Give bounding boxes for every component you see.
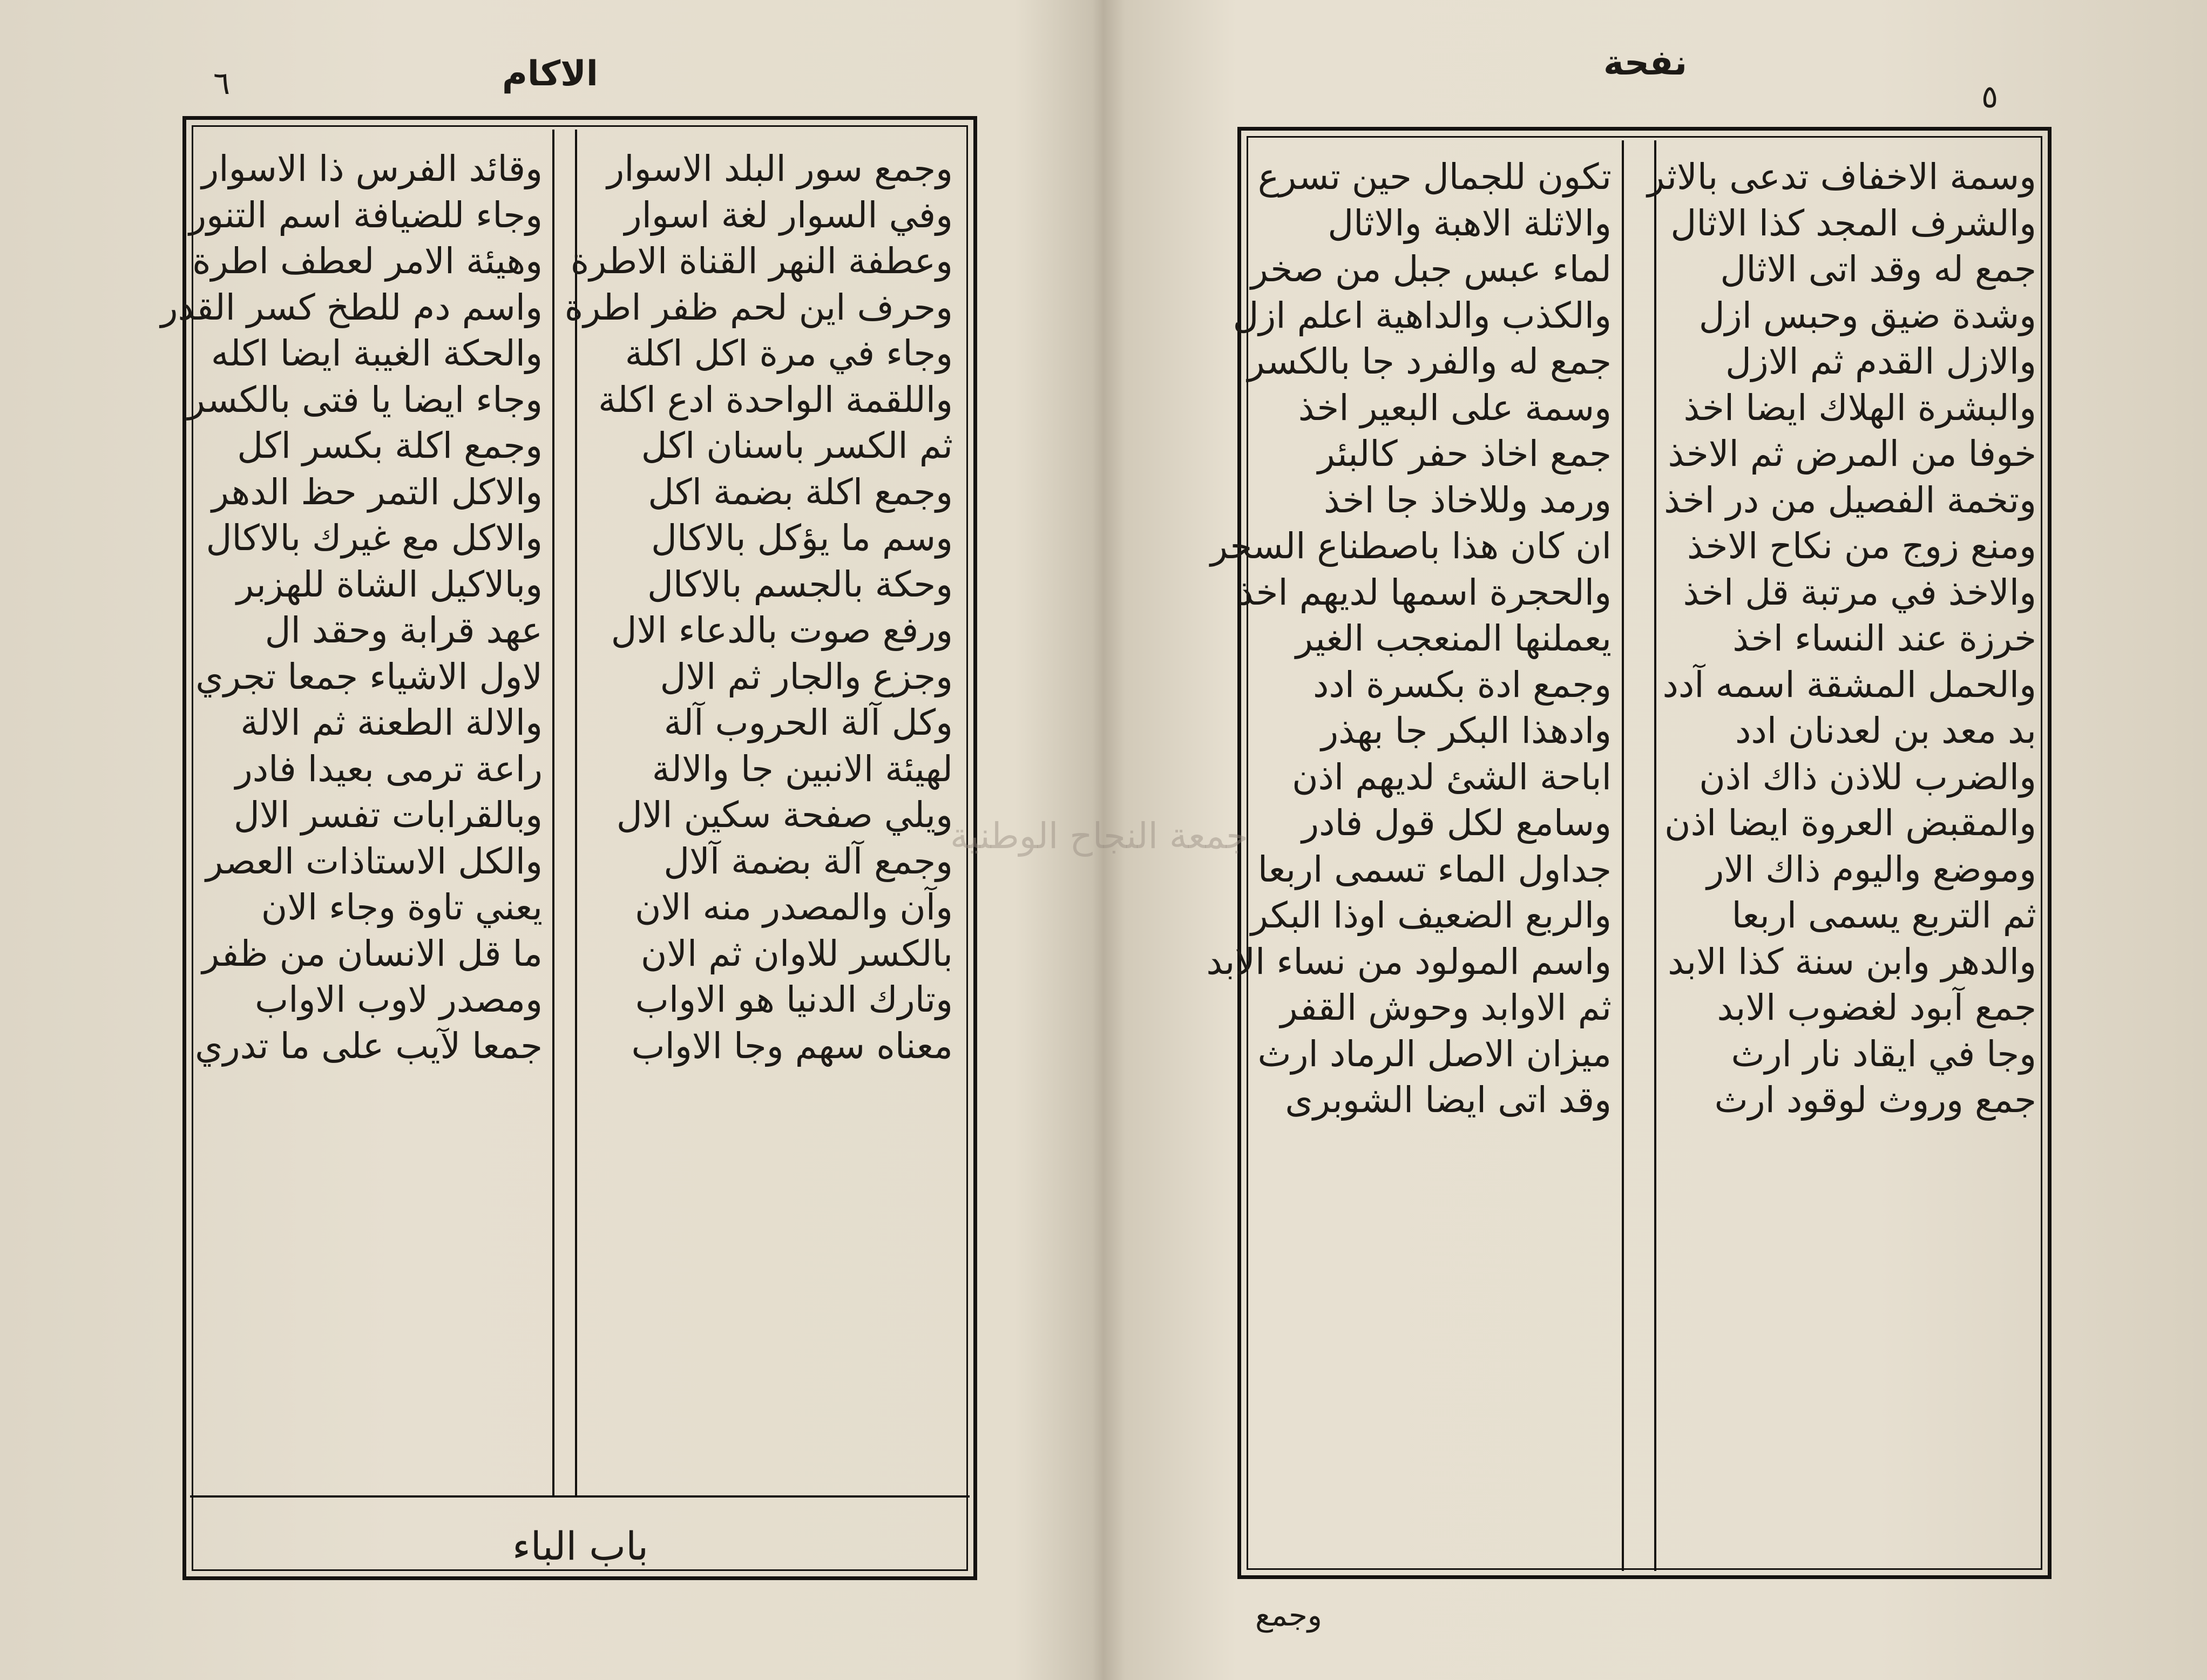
verse-line: معناه سهم وجا الاواب (631, 1025, 953, 1067)
verse-line: وجمع سور البلد الاسوار (607, 148, 953, 189)
verse-line: ويلي صفحة سكين الال (616, 794, 953, 836)
verse-line: وحرف اين لحم ظفر اطرة (564, 286, 953, 328)
verse-line: والاكل التمر حظ الدهر (212, 471, 543, 513)
verse-line: ثم التربع يسمى اربعا (1731, 895, 2036, 936)
verse-line: جمعا لآيب على ما تدري (195, 1025, 543, 1067)
verse-line: ثم الاوابد وحوش القفر (1280, 987, 1612, 1028)
verse-line: والضرب للاذن ذاك اذن (1699, 756, 2036, 798)
verse-line: ورمد وللاخاذ جا اخذ (1323, 479, 1612, 521)
verse-line: وفي السوار لغة اسوار (624, 194, 953, 236)
verse-line: والكل الاستاذات العصر (206, 840, 543, 882)
verse-line: وجمع اكلة بضمة اكل (648, 471, 953, 513)
verse-line: وجزع والجار ثم الال (660, 655, 953, 697)
chapter-title: باب الباء (512, 1523, 649, 1569)
verse-line: جمع له وقد اتى الاثال (1720, 248, 2036, 290)
verse-line: وتخمة الفصيل من در اخذ (1664, 479, 2036, 521)
verse-line: والربع الضعيف اوذا البكر (1250, 895, 1612, 936)
left-column-divider (552, 130, 554, 1495)
right-column-divider-2 (1654, 140, 1656, 1571)
verse-line: والاكل مع غيرك بالاكال (206, 517, 543, 559)
verse-line: لهيئة الانبين جا والالة (652, 748, 953, 790)
left-page-left-column (160, 146, 543, 1495)
verse-line: ان كان هذا باصطناع السحر (1210, 525, 1612, 567)
verse-line: والشرف المجد كذا الاثال (1670, 202, 2036, 244)
verse-line: راعة ترمى بعيدا فادر (235, 748, 543, 790)
verse-line: بالكسر للاوان ثم الان (640, 932, 953, 974)
verse-line: وقد اتى ايضا الشوبرى (1285, 1079, 1612, 1121)
right-page-right-column (1647, 154, 2036, 1557)
verse-line: وجا في ايقاد نار ارث (1731, 1033, 2036, 1075)
verse-line: اباحة الشئ لديهم اذن (1292, 756, 1612, 798)
verse-line: وبالاكيل الشاة للهزبر (236, 563, 543, 605)
verse-line: واللقمة الواحدة ادع اكلة (598, 378, 953, 421)
right-page-number: ٥ (1981, 78, 1999, 115)
verse-line: وجاء ايضا يا فتى بالكسر (187, 378, 543, 421)
verse-line: بد معد بن لعدنان ادد (1735, 710, 2036, 751)
left-page-number: ٦ (213, 65, 231, 101)
verse-line: جمع آبود لغضوب الابد (1717, 987, 2036, 1028)
verse-line: والكذب والداهية اعلم ازل (1233, 294, 1612, 336)
verse-line: لماء عبس جبل من صخر (1250, 248, 1612, 290)
catchword: وجمع (1255, 1598, 1322, 1633)
verse-line: والالة الطعنة ثم الالة (240, 702, 543, 743)
verse-line: وآن والمصدر منه الان (635, 886, 953, 928)
verse-line: وسم ما يؤكل بالاكال (651, 517, 953, 559)
verse-line: ثم الكسر باسنان اكل (641, 425, 953, 466)
verse-line: وجمع آلة بضمة آلال (664, 840, 953, 882)
left-column-divider-2 (575, 130, 577, 1495)
verse-line: وسمة الاخفاف تدعى بالاثر (1647, 156, 2036, 198)
verse-line: والدهر وابن سنة كذا الابد (1668, 940, 2036, 983)
verse-line: والاخذ في مرتبة قل اخذ (1683, 571, 2036, 613)
right-page-header: نفحة (1603, 43, 1688, 83)
verse-line: وتارك الدنيا هو الاواب (635, 979, 953, 1020)
verse-line: وجاء في مرة اكل اكلة (625, 333, 953, 374)
verse-line: يعملنها المنعجب الغير (1295, 618, 1612, 659)
verse-line: والاثلة الاهبة والاثال (1328, 202, 1612, 244)
verse-line: وعطفة النهر القناة الاطرة (570, 240, 953, 282)
verse-line: جمع اخاذ حفر كالبئر (1317, 433, 1612, 475)
right-page-left-column (1206, 154, 1612, 1557)
verse-line: والبشرة الهلاك ايضا اخذ (1683, 387, 2036, 429)
library-watermark: جمعة النجاح الوطنية (950, 815, 1249, 857)
verse-line: والحجرة اسمها لديهم اخذ (1237, 571, 1612, 613)
verse-line: والمقبض العروة ايضا اذن (1664, 802, 2036, 844)
verse-line: وهيئة الامر لعطف اطرة (192, 240, 543, 282)
verse-line: وشدة ضيق وحبس ازل (1698, 294, 2036, 336)
left-footer-rule (190, 1495, 970, 1498)
right-column-divider (1622, 140, 1624, 1571)
left-page (0, 0, 1091, 1680)
left-page-right-column (564, 146, 953, 1495)
verse-line: ومصدر لاوب الاواب (255, 979, 543, 1020)
verse-line: والحمل المشقة اسمه آدد (1662, 663, 2036, 706)
verse-line: وسمة على البعير اخذ (1298, 387, 1612, 429)
verse-line: ورفع صوت بالدعاء الال (611, 609, 953, 651)
verse-line: واسم دم للطخ كسر القدر (160, 286, 543, 328)
verse-line: جمع له والفرد جا بالكسر (1247, 341, 1612, 382)
verse-line: وموضع واليوم ذاك الار (1707, 848, 2036, 890)
right-page (1091, 0, 2207, 1680)
verse-line: وجاء للضيافة اسم التنور (189, 194, 543, 236)
verse-line: وجمع ادة بكسرة ادد (1312, 663, 1612, 706)
verse-line: جداول الماء تسمى اربعا (1257, 848, 1612, 890)
verse-line: وسامع لكل قول فادر (1302, 802, 1612, 844)
verse-line: ميزان الاصل الرماد ارث (1257, 1033, 1612, 1075)
verse-line: والحكة الغيبة ايضا اكله (211, 333, 543, 374)
verse-line: والازل القدم ثم الازل (1725, 341, 2036, 382)
verse-line: خرزة عند النساء اخذ (1732, 618, 2036, 659)
verse-line: وجمع اكلة بكسر اكل (237, 425, 543, 466)
verse-line: خوفا من المرض ثم الاخذ (1668, 433, 2036, 475)
verse-line: جمع وروث لوقود ارث (1714, 1079, 2036, 1121)
verse-line: وقائد الفرس ذا الاسوار (201, 148, 543, 189)
verse-line: وحكة بالجسم بالاكال (647, 563, 953, 605)
verse-line: لاول الاشياء جمعا تجري (195, 655, 543, 697)
verse-line: يعني تاوة وجاء الان (261, 886, 543, 928)
verse-line: ومنع زوج من نكاح الاخذ (1687, 525, 2036, 567)
verse-line: وادهذا البكر جا بهذر (1321, 710, 1612, 751)
verse-line: وكل آلة الحروب آلة (664, 702, 953, 743)
verse-line: عهد قرابة وحقد ال (265, 609, 543, 651)
verse-line: وبالقرابات تفسر الال (233, 794, 543, 836)
verse-line: تكون للجمال حين تسرع (1257, 156, 1612, 198)
verse-line: واسم المولود من نساء الابد (1206, 940, 1612, 983)
left-page-header: الاكام (502, 54, 598, 94)
verse-line: ما قل الانسان من ظفر (202, 932, 543, 974)
